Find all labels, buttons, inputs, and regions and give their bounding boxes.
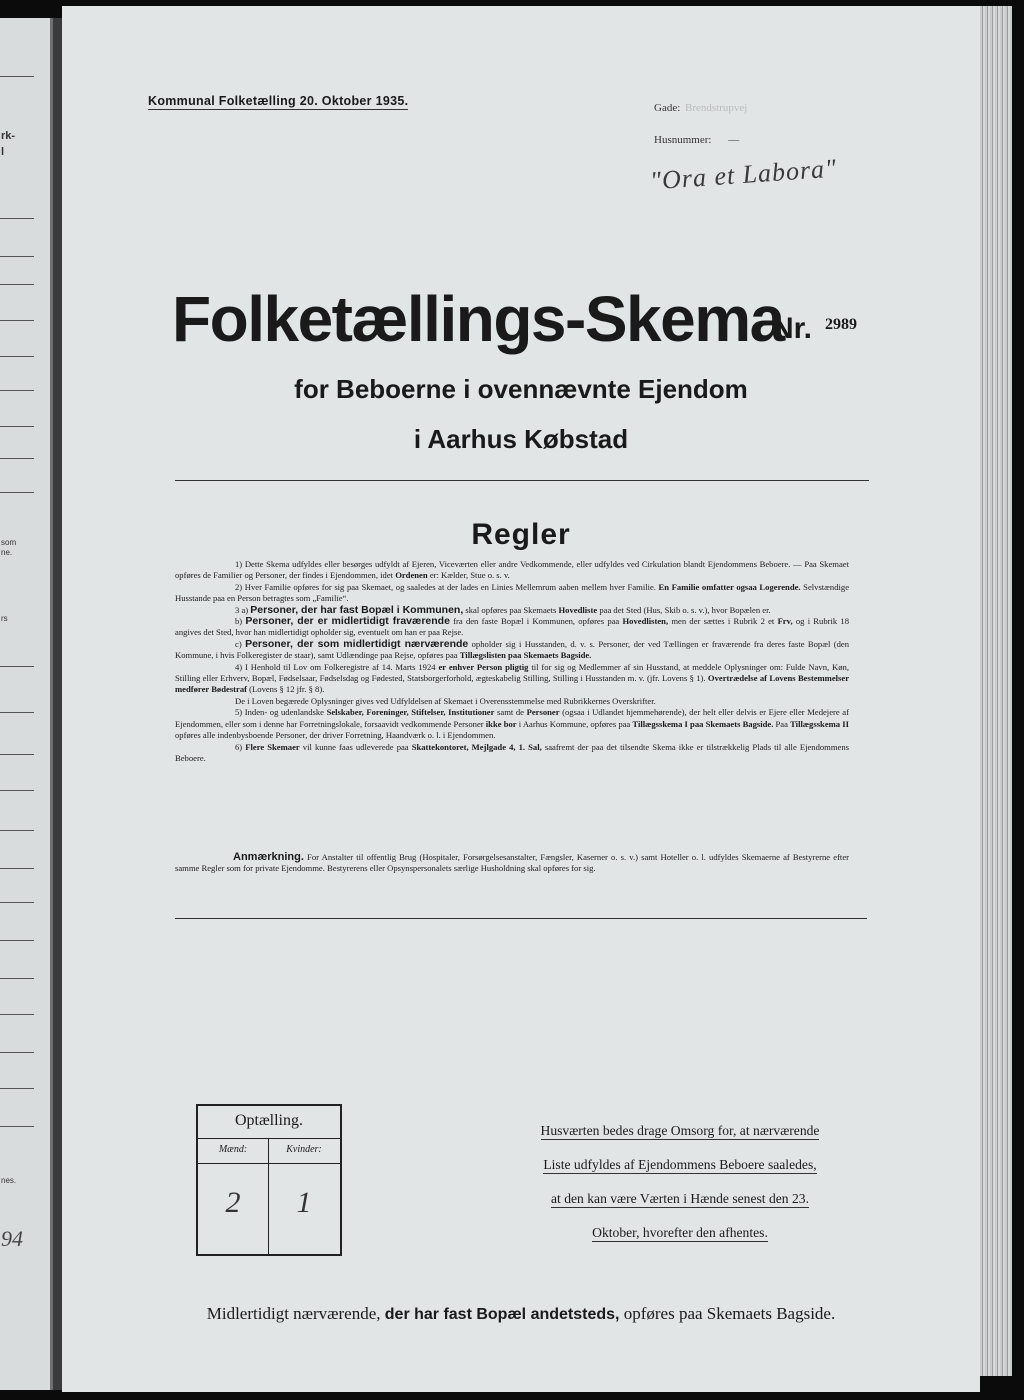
page-stack-edge — [980, 6, 1012, 1376]
house-number-field — [654, 134, 739, 146]
divider — [0, 868, 34, 869]
divider — [0, 218, 34, 219]
form-municipality: i Aarhus Købstad — [413, 424, 629, 454]
census-header: Kommunal Folketælling 20. Oktober 1935. — [148, 94, 409, 108]
divider — [0, 940, 34, 941]
form-number-value: 2989 — [825, 316, 857, 333]
fragment-text: som — [1, 538, 17, 547]
women-label: Kvinder: — [286, 1144, 322, 1155]
form-title: Folketællings-Skema — [172, 283, 784, 355]
notice-line: Liste udfyldes af Ejendommens Beboere saaledes, — [543, 1157, 817, 1172]
note-body: For Anstalter til offentlig Brug (Hospitaler, Forsørgelsesanstalter, Fængsler, Kaserner o. s. v.) samt Hoteller o. l. udfyldes Skemaerne af Bestyrerne efter samme Regler som for private Ejendomme. Bestyrerens eller Opsynspersonalets særlige Husholdning skal opføres for sig. — [175, 852, 849, 874]
rule-2: 2) Hver Familie opføres for sig paa Skemaet, og saaledes at der lades en Linies Mellemrum aaben mellem hver Familie. En Familie omfatter ogsaa Logerende. Selvstændige Husstande paa en Person betragtes som „Familie“. — [175, 581, 850, 604]
fragment-text: rs — [1, 614, 8, 623]
rule-1: 1) Dette Skema udfyldes eller besørges udfyldt af Ejeren, Viceværten eller andre Vedkommende, eller udfyldes ved Cirkulation blandt Ejendommens Beboere. — Paa Skemaet opføres de Familier og Personer, der findes i Ejendommen, idet Ordenen er: Kælder, Stue o. s. v. — [175, 559, 849, 581]
divider — [0, 902, 34, 903]
rule-6: 6) Flere Skemaer vil kunne faas udleverede paa Skattekontoret, Mejlgade 4, 1. Sal, saafremt der paa det tilsendte Skema ikke er tilstrækkelig Plads til alle Ejendommens Beboere. — [175, 741, 850, 763]
divider — [0, 390, 34, 391]
divider — [0, 830, 34, 831]
footer-note: Midlertidigt nærværende, der har fast Bopæl andetsteds, opføres paa Skemaets Bagside. — [206, 1304, 836, 1323]
count-box — [196, 1104, 342, 1256]
notice-line: Oktober, hvorefter den afhentes. — [592, 1225, 768, 1240]
count-title: Optælling. — [234, 1112, 303, 1129]
street-field — [654, 102, 747, 114]
rules-text — [175, 559, 849, 764]
divider — [0, 666, 34, 667]
fragment-text: nes. — [1, 1176, 17, 1185]
divider — [0, 1014, 34, 1015]
divider — [0, 76, 34, 77]
note-text — [175, 852, 849, 875]
rule-5: 5) Inden- og udenlandske Selskaber, Foreninger, Stiftelser, Institutioner samt de Personer (ogsaa i Udlandet hjemmehørende), der helt eller delvis er Ejere eller Medejere af Ejendommen, eller som i denne har Forretningslokale, forsaavidt vedkommende Personer ikke bor i Aarhus Kommune, opføres paa Tillægsskema I paa Skemaets Bagside. Paa Tillægsskema II opføres alle indenbysboende Personer, der driver Forretning, Haandværk o. l. i Ejendommen. — [175, 707, 849, 741]
street-label: Gade: — [654, 102, 681, 114]
rule-3c: c) Personer, der som midlertidigt nærværende opholder sig i Husstanden, d. v. s. Personer, der ved Tællingen er fraværende fra deres faste Bopæl (den Kommune, i hvis Folkeregister de staar), samt Udlændinge paa Rejse, opføres paa Tillægslisten paa Skemaets Bagside. — [175, 637, 849, 661]
men-count: 2 — [225, 1186, 241, 1219]
divider — [0, 1088, 34, 1089]
notice-line: at den kan være Værten i Hænde senest den 23. — [551, 1191, 809, 1206]
women-count: 1 — [296, 1186, 312, 1219]
landlord-notice — [492, 1114, 868, 1250]
divider — [0, 426, 34, 427]
notice-line: Husværten bedes drage Omsorg for, at nærværende — [540, 1123, 820, 1138]
rule-4: 4) I Henhold til Lov om Folkeregistre af 14. Marts 1924 er enhver Person pligtig til for sig og Medlemmer af sin Husstand, at meddele Oplysninger om: Fulde Navn, Køn, Stilling eller Erhverv, Bopæl, Fødselsaar, Fødselsdag og Fødested, Statsborgerforhold, ægteskabelig Stilling, Stilling i Husstanden m. v. (jfr. Lovens § 1). Overtrædelse af Lovens Bestemmelser medfører Bødestraf (Lovens § 12 jfr. § 8). — [175, 661, 850, 695]
census-form-page — [62, 6, 980, 1392]
fragment-text: rk- — [1, 130, 16, 142]
divider — [175, 480, 869, 481]
divider — [175, 918, 867, 919]
rule-3b: b) Personer, der er midlertidigt fraværende fra den faste Bopæl i Kommunen, opføres paa Hovedlisten, men der sættes i Rubrik 2 et Frv, og i Rubrik 18 angives det Sted, hvor han midlertidigt opholder sig, eventuelt om han er paa Rejse. — [175, 615, 850, 638]
handwritten-note: "Ora et Labora" — [649, 153, 838, 196]
house-number-label: Husnummer: — [654, 134, 712, 146]
rule-4b: De i Loven begærede Oplysninger gives ved Udfyldelsen af Skemaet i Overensstemmelse med Rubrikkernes Overskrifter. — [235, 695, 656, 706]
men-label: Mænd: — [218, 1144, 248, 1155]
divider — [0, 790, 34, 791]
divider — [0, 284, 34, 285]
divider — [0, 492, 34, 493]
divider — [0, 754, 34, 755]
rule-3a: 3 a) Personer, der har fast Bopæl i Kommunen, skal opføres paa Skemaets Hovedliste paa det Sted (Hus, Skib o. s. v.), hvor Bopælen er. — [235, 603, 771, 616]
street-value: Brendstrupvej — [685, 102, 748, 114]
form-number-label: Nr. — [772, 312, 813, 345]
divider — [0, 1052, 34, 1053]
previous-page-edge — [0, 18, 53, 1390]
rules-heading: Regler — [471, 518, 571, 551]
divider — [0, 356, 34, 357]
divider — [0, 1126, 34, 1127]
divider — [0, 256, 34, 257]
divider — [0, 458, 34, 459]
note-label: Anmærkning. — [233, 851, 304, 863]
divider — [0, 320, 34, 321]
form-subtitle: for Beboerne i ovennævnte Ejendom — [294, 374, 748, 404]
fragment-text: l — [1, 146, 5, 158]
house-number-value: — — [728, 134, 740, 146]
fragment-text: ne. — [1, 548, 13, 557]
fragment-handwriting: 94 — [1, 1226, 23, 1251]
divider — [0, 712, 34, 713]
divider — [0, 978, 34, 979]
